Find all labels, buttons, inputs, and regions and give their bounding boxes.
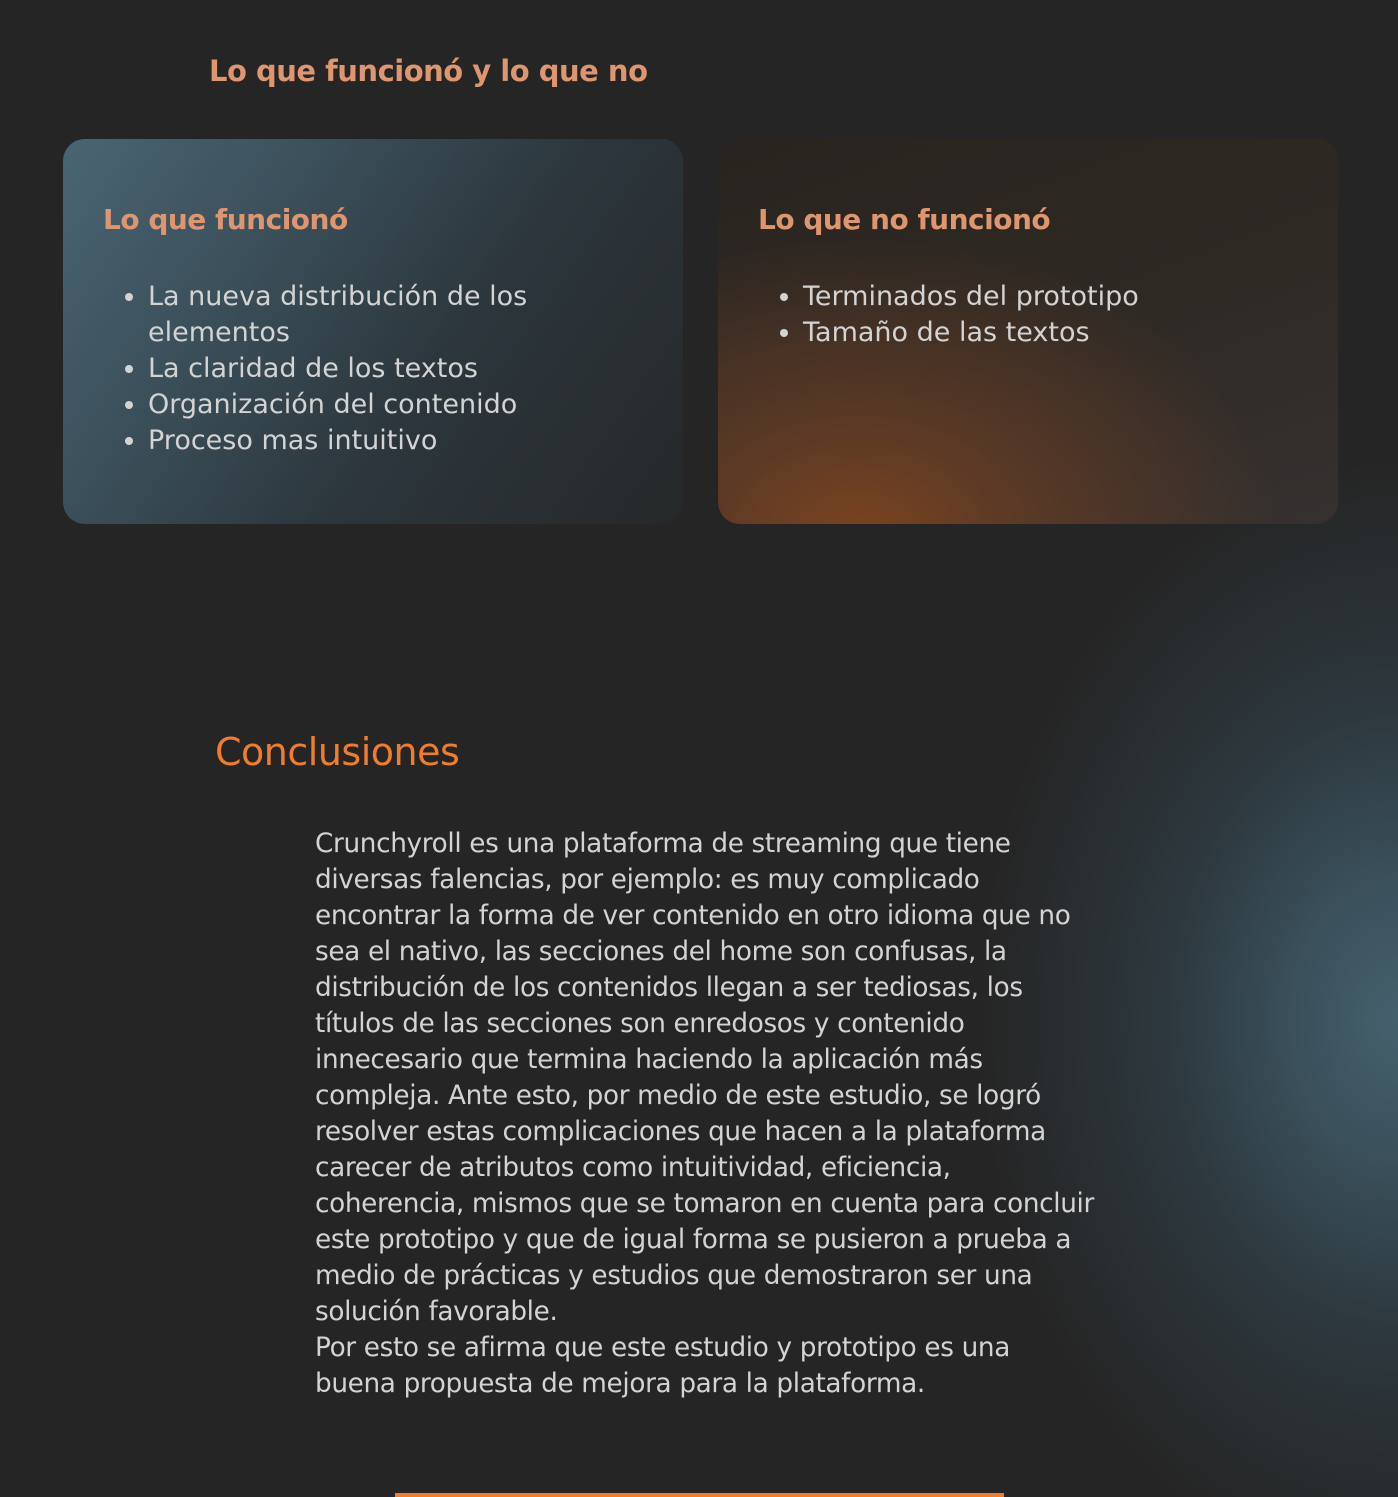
worked-card-title: Lo que funcionó [103,203,348,236]
list-item: • Terminados del prototipo [803,279,1303,315]
conclusions-title: Conclusiones [215,730,460,774]
conclusions-body [315,826,1095,1402]
section-title: Lo que funcionó y lo que no [209,54,648,88]
conclusions-paragraph: Crunchyroll es una plataforma de streaming que tiene diversas falencias, por ejemplo: es muy complicado encontrar la forma de ver contenido en otro idioma que no sea el nativo, las secciones del home son confusas, la distribución de los contenidos llegan a ser tediosas, los títulos de las secciones son enredosos y contenido innecesario que termina haciendo la aplicación más compleja. Ante esto, por medio de este estudio, se logró resolver estas complicaciones que hacen a la plataforma carecer de atributos como intuitividad, eficiencia, coherencia, mismos que se tomaron en cuenta para concluir este prototipo y que de igual forma se pusieron a prueba a medio de prácticas y estudios que demostraron ser una solución favorable. [315,829,1094,1327]
list-item: • La claridad de los textos [148,351,648,387]
list-item: • Proceso mas intuitivo [148,423,648,459]
conclusions-paragraph: Por esto se afirma que este estudio y prototipo es una buena propuesta de mejora para la plataforma. [315,1333,1010,1399]
bottom-accent-bar [395,1493,1004,1497]
not-worked-card-title: Lo que no funcionó [758,203,1051,236]
not-worked-card [718,139,1338,524]
not-worked-list [758,279,1303,351]
list-item: • Tamaño de las textos [803,315,1303,351]
list-item: • Organización del contenido [148,387,648,423]
worked-list [103,279,648,459]
list-item: • La nueva distribución de los elementos [148,279,648,351]
worked-card [63,139,683,524]
